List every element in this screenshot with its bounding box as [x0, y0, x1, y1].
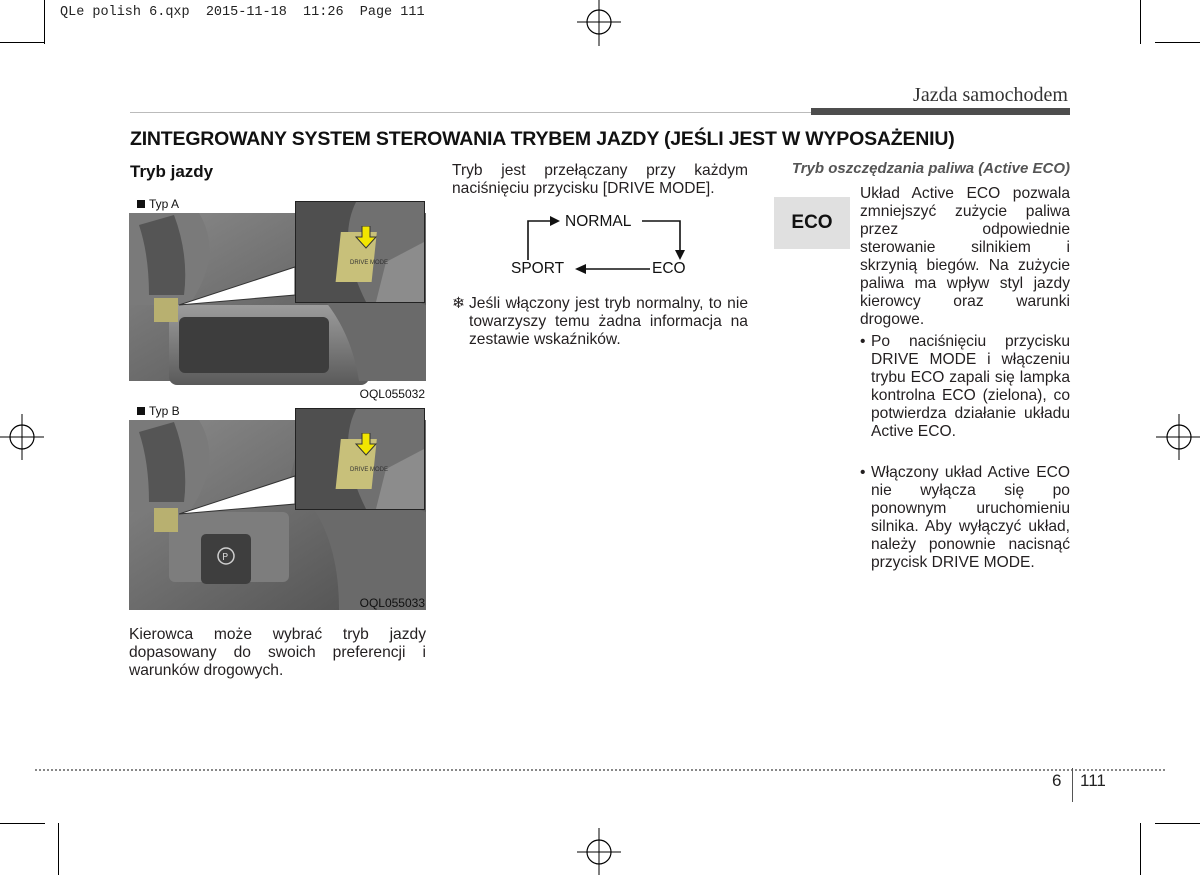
list-item: • Włączony układ Active ECO nie wyłącza się po ponownym uruchomieniu silnika. Aby wyłączyć układ, należy ponownie nacisnąć przycisk DRIVE MODE.: [860, 464, 1070, 571]
note-symbol-icon: ❄: [452, 295, 466, 312]
chapter-number: 6: [1052, 771, 1062, 790]
eco-subheading: Tryb oszczędzania paliwa (Active ECO): [791, 160, 1070, 177]
figure-typ-b: [129, 402, 426, 612]
tryb-jazdy-heading: Tryb jazdy: [130, 162, 214, 181]
figure-tag: Typ B: [134, 404, 183, 418]
mode-normal-label: NORMAL: [565, 213, 632, 230]
eco-indicator: ECO: [774, 197, 850, 249]
eco-intro: Układ Active ECO pozwala zmniejszyć zużycie paliwa przez odpowiednie sterowanie silnikiem i skrzynią biegów. Na zużycie paliwa ma wpływ styl jazdy kierowcy oraz warunki drogowe.: [860, 185, 1070, 328]
figure-code: OQL055032: [359, 387, 425, 401]
page-number: 111: [1080, 771, 1106, 790]
figure-tag: Typ A: [134, 197, 182, 211]
section-title: Jazda samochodem: [913, 84, 1068, 106]
drive-mode-label: DRIVE MODE: [350, 260, 389, 266]
detail-inset-a: [295, 201, 425, 303]
bullet-icon: •: [860, 333, 866, 350]
header-bar: [811, 108, 1070, 115]
col1-body: Kierowca może wybrać tryb jazdy dopasowany do swoich preferencji i warunków drogowych.: [129, 626, 426, 679]
detail-inset-b: [295, 408, 425, 510]
drive-mode-label: DRIVE MODE: [350, 467, 389, 473]
main-title: ZINTEGROWANY SYSTEM STEROWANIA TRYBEM JAZDY (JEŚLI JEST W WYPOSAŻENIU): [130, 128, 955, 150]
arrow-down-icon: [354, 226, 378, 250]
mode-sport-label: SPORT: [511, 260, 565, 277]
page-number-divider: [1072, 768, 1073, 802]
list-item: • Po naciśnięciu przycisku DRIVE MODE i włączeniu trybu ECO zapali się lampka kontrolna ECO (zielona), co potwierdza działanie układu Active ECO.: [860, 333, 1070, 440]
col2-note: Jeśli włączony jest tryb normalny, to nie towarzyszy temu żadna informacja na zestawie wskaźników.: [469, 295, 748, 348]
arrow-down-icon: [354, 433, 378, 457]
figure-typ-a: [129, 195, 426, 403]
svg-text:P: P: [222, 552, 229, 563]
col2-intro: Tryb jest przełączany przy każdym naciśnięciu przycisku [DRIVE MODE].: [452, 162, 748, 197]
bullet-icon: •: [860, 464, 866, 481]
print-slug: QLe polish 6.qxp 2015-11-18 11:26 Page 111: [60, 5, 425, 20]
mode-eco-label: ECO: [652, 260, 686, 277]
registration-mark-left: [0, 414, 46, 460]
registration-mark-bottom: [575, 828, 625, 875]
figure-code: OQL055033: [359, 596, 425, 610]
header-rule: [130, 112, 812, 113]
registration-mark-right: [1154, 414, 1200, 460]
footer-divider: [35, 769, 1165, 771]
registration-mark-top: [575, 0, 625, 50]
